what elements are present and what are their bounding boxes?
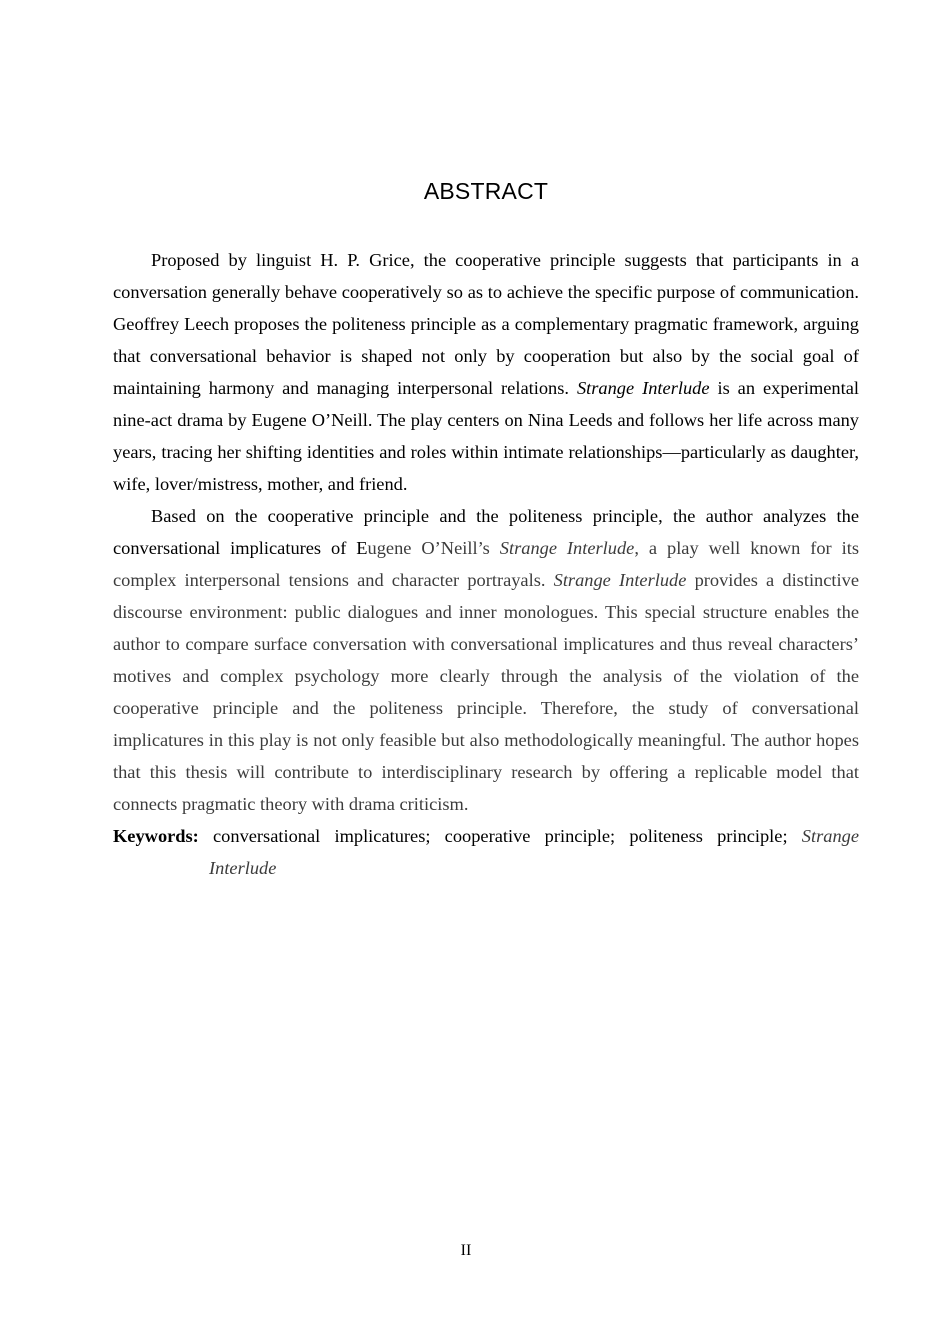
abstract-body bbox=[113, 244, 859, 884]
abstract-title: ABSTRACT bbox=[423, 178, 549, 204]
keywords-line bbox=[113, 820, 859, 884]
paragraph-1-text-b: is an experimental nine-act drama by Eugene O’Neill. The play centers on Nina Leeds and follows her life across many years, tracing her shifting identities and roles within intimate relationships—particularly as daughter, wife, lover/mistress, mother, and friend. bbox=[113, 378, 859, 494]
abstract-paragraph-2 bbox=[113, 500, 859, 820]
play-title-italic: Strange Interlude bbox=[499, 538, 635, 558]
paragraph-2-text-c: , a play well known for its complex interpersonal tensions and character portrayals. bbox=[113, 538, 859, 590]
page-number: II bbox=[460, 1242, 472, 1259]
abstract-paragraph-1 bbox=[113, 244, 859, 500]
keywords-label: Keywords: bbox=[113, 826, 199, 846]
keywords-italic: Strange Interlude bbox=[209, 826, 859, 878]
paragraph-2-text-a: Based on the cooperative principle and the politeness principle, the author analyzes the conversational implicatures of E bbox=[113, 506, 859, 558]
paragraph-2-text-d: provides a distinctive discourse environment: public dialogues and inner monologues. This special structure enables the author to compare surface conversation with conversational implicatures and thus reveal characters’ motives and complex psychology more clearly through the analysis of the violation of the cooperative principle and the politeness principle. Therefore, the study of conversational implicatures in this play is not only feasible but also methodologically meaningful. The author hopes that this thesis will contribute to interdisciplinary research by offering a replicable model that connects pragmatic theory with drama criticism. bbox=[113, 570, 859, 814]
play-title-italic: Strange Interlude bbox=[576, 378, 710, 398]
paragraph-2-text-b: ugene O’Neill’s bbox=[367, 538, 500, 558]
paragraph-1-text-a: Proposed by linguist H. P. Grice, the cooperative principle suggests that participants in a conversation generally behave cooperatively so as to achieve the specific purpose of communication. Geoffrey Leech proposes the politeness principle as a complementary pragmatic framework, arguing that conversational behavior is shaped not only by cooperation but also by the social goal of maintaining harmony and managing interpersonal relations. bbox=[113, 250, 859, 398]
play-title-italic: Strange Interlude bbox=[553, 570, 687, 590]
keywords-text: conversational implicatures; cooperative principle; politeness principle; bbox=[198, 826, 802, 846]
